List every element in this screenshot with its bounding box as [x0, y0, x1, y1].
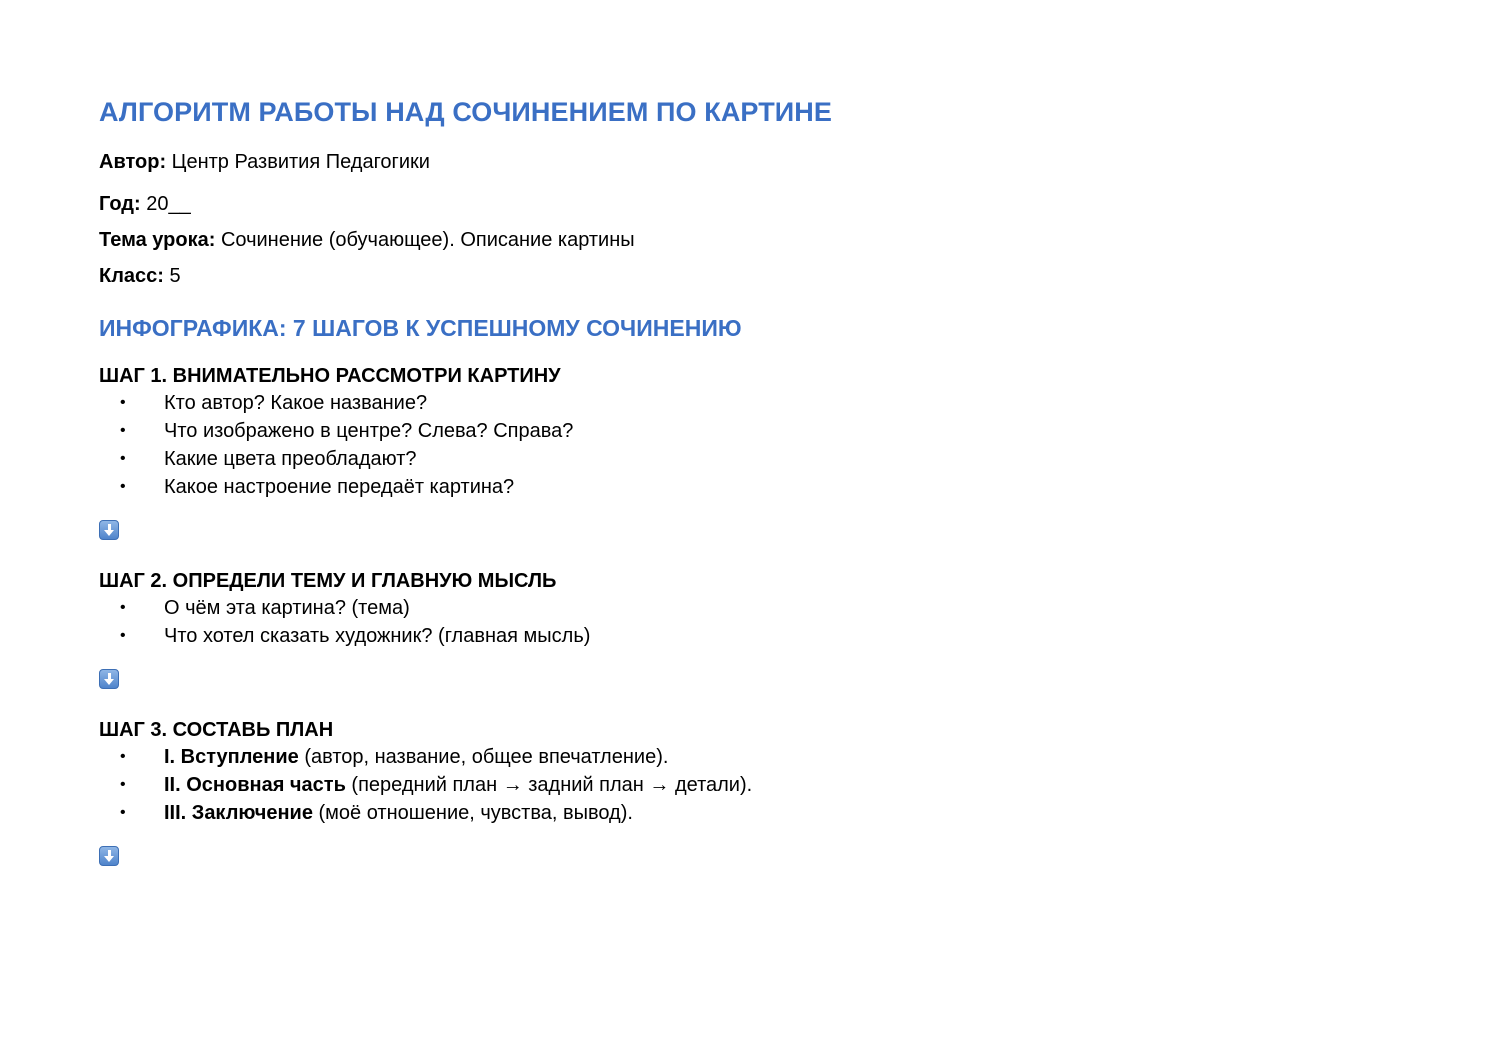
- list-item-text: Какие цвета преобладают?: [164, 448, 417, 470]
- bullet-icon: •: [120, 804, 126, 821]
- section-title: ИНФОГРАФИКА: 7 ШАГОВ К УСПЕШНОМУ СОЧИНЕНИЮ: [99, 315, 742, 341]
- bullet-icon: •: [120, 422, 126, 439]
- step-2-list: [99, 594, 1409, 650]
- step-separator: [99, 846, 1409, 866]
- step-1-heading: ШАГ 1. ВНИМАТЕЛЬНО РАССМОТРИ КАРТИНУ: [99, 365, 561, 387]
- meta-class-label: Класс:: [99, 265, 164, 287]
- plan-part-label: I. Вступление: [164, 746, 299, 768]
- bullet-icon: •: [120, 478, 126, 495]
- meta-topic: [99, 227, 1409, 253]
- meta-topic-value: Сочинение (обучающее). Описание картины: [215, 229, 635, 251]
- list-item: [99, 799, 1409, 827]
- plan-part-text: (передний план → задний план → детали).: [345, 774, 753, 796]
- list-item-text: О чём эта картина? (тема): [164, 597, 410, 619]
- plan-part-text: (моё отношение, чувства, вывод).: [312, 802, 633, 824]
- meta-topic-label: Тема урока:: [99, 229, 216, 251]
- list-item: [99, 473, 1409, 501]
- list-item-text: Что изображено в центре? Слева? Справа?: [164, 420, 574, 442]
- list-item: [99, 445, 1409, 473]
- list-item: [99, 594, 1409, 622]
- list-item-text: Какое настроение передаёт картина?: [164, 476, 515, 498]
- step-separator: [99, 669, 1409, 689]
- meta-year-value: 20__: [140, 193, 191, 215]
- step-1-list: [99, 389, 1409, 501]
- bullet-icon: •: [120, 776, 126, 793]
- plan-part-text: (автор, название, общее впечатление).: [298, 746, 669, 768]
- list-item: [99, 743, 1409, 771]
- bullet-icon: •: [120, 627, 126, 644]
- step-3-list: [99, 743, 1409, 827]
- meta-year-label: Год:: [99, 193, 141, 215]
- plan-part-label: II. Основная часть: [164, 774, 346, 796]
- bullet-icon: •: [120, 450, 126, 467]
- list-item: [99, 417, 1409, 445]
- list-item-text: Что хотел сказать художник? (главная мысль): [164, 625, 591, 647]
- list-item: [99, 389, 1409, 417]
- plan-part-label: III. Заключение: [164, 802, 313, 824]
- step-2-heading: ШАГ 2. ОПРЕДЕЛИ ТЕМУ И ГЛАВНУЮ МЫСЛЬ: [99, 570, 557, 592]
- bullet-icon: •: [120, 748, 126, 765]
- list-item: [99, 622, 1409, 650]
- bullet-icon: •: [120, 394, 126, 411]
- list-item: [99, 771, 1409, 799]
- step-3-heading: ШАГ 3. СОСТАВЬ ПЛАН: [99, 719, 334, 741]
- list-item-text: Кто автор? Какое название?: [164, 392, 428, 414]
- meta-author: [99, 149, 1409, 175]
- down-arrow-icon: [99, 846, 119, 866]
- down-arrow-icon: [99, 669, 119, 689]
- down-arrow-icon: [99, 520, 119, 540]
- document-title: АЛГОРИТМ РАБОТЫ НАД СОЧИНЕНИЕМ ПО КАРТИНЕ: [99, 97, 832, 127]
- meta-author-label: Автор:: [99, 151, 167, 173]
- meta-class: [99, 263, 1409, 289]
- document-page: [99, 94, 1409, 866]
- step-separator: [99, 520, 1409, 540]
- meta-author-value: Центр Развития Педагогики: [166, 151, 430, 173]
- meta-year: [99, 191, 1409, 217]
- bullet-icon: •: [120, 599, 126, 616]
- meta-class-value: 5: [163, 265, 181, 287]
